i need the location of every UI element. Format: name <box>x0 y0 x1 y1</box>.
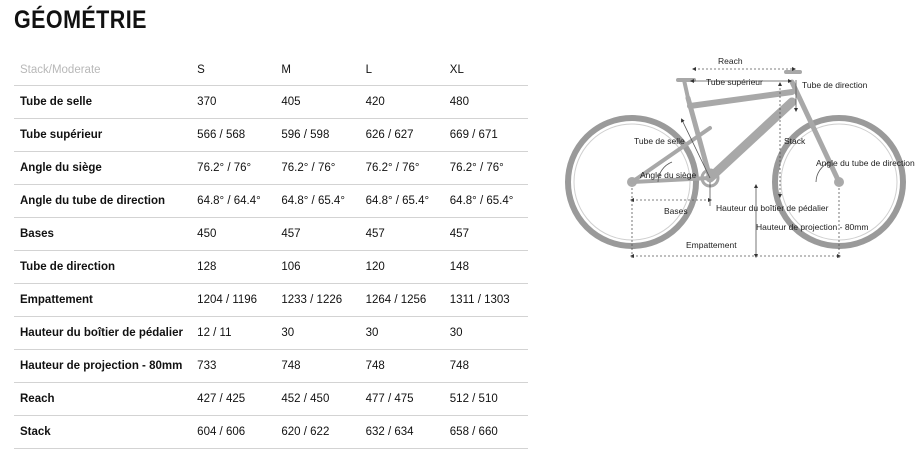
row-label: Angle du tube de direction <box>14 185 191 218</box>
table-cell: 30 <box>275 317 359 350</box>
label-top-tube: Tube supérieur <box>706 77 763 87</box>
table-row <box>14 218 528 251</box>
table-row <box>14 86 528 119</box>
label-seat-tube: Tube de selle <box>634 136 685 146</box>
table-cell: 30 <box>444 317 528 350</box>
table-cell: 420 <box>360 86 444 119</box>
table-cell: 450 <box>191 218 275 251</box>
table-cell: 566 / 568 <box>191 119 275 152</box>
geometry-table <box>14 54 528 449</box>
header-cell: L <box>360 54 444 86</box>
row-label: Tube supérieur <box>14 119 191 152</box>
table-row <box>14 350 528 383</box>
table-cell: 128 <box>191 251 275 284</box>
table-cell: 457 <box>275 218 359 251</box>
table-cell: 64.8° / 64.4° <box>191 185 275 218</box>
table-cell: 669 / 671 <box>444 119 528 152</box>
table-cell: 148 <box>444 251 528 284</box>
table-cell: 1264 / 1256 <box>360 284 444 317</box>
table-cell: 427 / 425 <box>191 383 275 416</box>
table-cell: 733 <box>191 350 275 383</box>
page-title: GÉOMÉTRIE <box>14 6 147 34</box>
header-cell: XL <box>444 54 528 86</box>
label-head-angle: Angle du tube de direction <box>816 158 915 168</box>
label-bb-height: Hauteur du boîtier de pédalier <box>716 203 829 213</box>
table-cell: 748 <box>275 350 359 383</box>
table-row <box>14 317 528 350</box>
table-cell: 626 / 627 <box>360 119 444 152</box>
table-cell: 457 <box>444 218 528 251</box>
row-label: Hauteur du boîtier de pédalier <box>14 317 191 350</box>
label-head-tube: Tube de direction <box>802 80 868 90</box>
label-chainstays: Bases <box>664 206 688 216</box>
label-reach: Reach <box>718 56 743 66</box>
row-label: Tube de direction <box>14 251 191 284</box>
row-label: Reach <box>14 383 191 416</box>
table-cell: 620 / 622 <box>275 416 359 449</box>
table-cell: 120 <box>360 251 444 284</box>
table-cell: 604 / 606 <box>191 416 275 449</box>
table-cell: 596 / 598 <box>275 119 359 152</box>
row-label: Tube de selle <box>14 86 191 119</box>
row-label: Angle du siège <box>14 152 191 185</box>
table-cell: 76.2° / 76° <box>191 152 275 185</box>
table-cell: 30 <box>360 317 444 350</box>
table-cell: 76.2° / 76° <box>444 152 528 185</box>
table-cell: 76.2° / 76° <box>360 152 444 185</box>
row-label: Bases <box>14 218 191 251</box>
table-row <box>14 119 528 152</box>
table-cell: 64.8° / 65.4° <box>360 185 444 218</box>
label-seat-angle: Angle du siège <box>640 170 697 180</box>
table-row <box>14 416 528 449</box>
table-row <box>14 251 528 284</box>
row-label: Stack <box>14 416 191 449</box>
header-cell: M <box>275 54 359 86</box>
table-row <box>14 185 528 218</box>
row-label: Hauteur de projection - 80mm <box>14 350 191 383</box>
table-cell: 480 <box>444 86 528 119</box>
header-cell: S <box>191 54 275 86</box>
table-cell: 12 / 11 <box>191 317 275 350</box>
table-cell: 1233 / 1226 <box>275 284 359 317</box>
table-cell: 512 / 510 <box>444 383 528 416</box>
table-cell: 477 / 475 <box>360 383 444 416</box>
table-cell: 64.8° / 65.4° <box>444 185 528 218</box>
header-cell: Stack/Moderate <box>14 54 191 86</box>
table-cell: 106 <box>275 251 359 284</box>
table-cell: 748 <box>360 350 444 383</box>
table-cell: 1311 / 1303 <box>444 284 528 317</box>
table-row <box>14 284 528 317</box>
label-standover: Hauteur de projection - 80mm <box>756 222 869 232</box>
table-cell: 76.2° / 76° <box>275 152 359 185</box>
label-stack: Stack <box>784 136 806 146</box>
row-label: Empattement <box>14 284 191 317</box>
table-header-row <box>14 54 528 86</box>
table-cell: 457 <box>360 218 444 251</box>
table-cell: 658 / 660 <box>444 416 528 449</box>
table-cell: 405 <box>275 86 359 119</box>
table-cell: 748 <box>444 350 528 383</box>
table-cell: 64.8° / 65.4° <box>275 185 359 218</box>
table-cell: 1204 / 1196 <box>191 284 275 317</box>
label-wheelbase: Empattement <box>686 240 737 250</box>
table-cell: 370 <box>191 86 275 119</box>
table-row <box>14 383 528 416</box>
table-row <box>14 152 528 185</box>
table-cell: 632 / 634 <box>360 416 444 449</box>
bike-geometry-diagram <box>560 50 920 270</box>
table-cell: 452 / 450 <box>275 383 359 416</box>
